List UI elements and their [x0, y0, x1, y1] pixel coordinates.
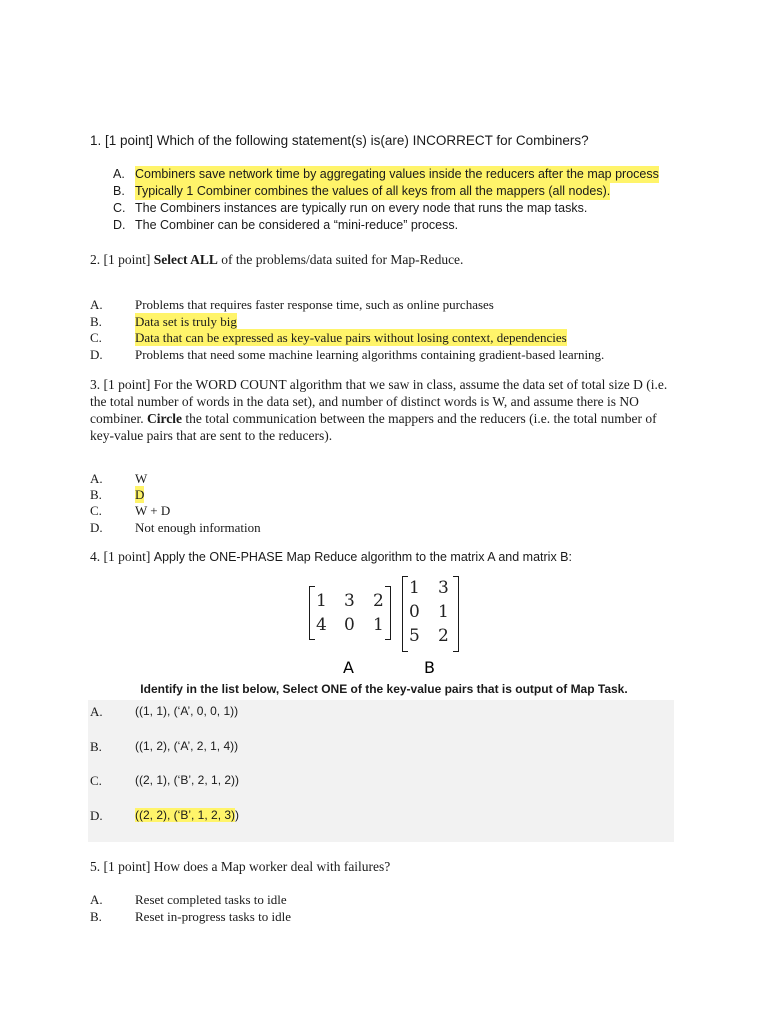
matrix-b-cell: 3 — [438, 578, 449, 598]
matrix-b-cell: 5 — [409, 626, 420, 646]
question-5: 5. [1 point] How does a Map worker deal with failures? — [90, 859, 391, 874]
matrix-b-cell: 1 — [409, 578, 420, 598]
q5-option-a-letter: A. — [90, 892, 103, 907]
q1-option-b-text: Typically 1 Combiner combines the values of all keys from all the mappers (all nodes). — [135, 184, 611, 198]
matrix-a-cell: 0 — [344, 615, 355, 635]
q4-option-c-text: ((2, 1), (‘B’, 2, 1, 2)) — [135, 773, 240, 787]
q2-option-c-letter: C. — [90, 330, 102, 345]
q2-option-b-text: Data set is truly big — [135, 314, 237, 329]
q4-option-a-letter: A. — [90, 704, 103, 719]
matrix-b-label: B — [424, 658, 435, 677]
matrix-a-cell: 3 — [344, 591, 355, 611]
matrix-a-cell: 1 — [316, 591, 327, 611]
q3-part2: the total communication between the mappers and the reducers (i.e. the total number of key-value pairs that are sent to the reducers). — [90, 411, 657, 443]
q3-option-c-letter: C. — [90, 503, 102, 518]
q4-text: Apply the ONE-PHASE Map Reduce algorithm to the matrix A and matrix B: — [153, 550, 572, 564]
matrix-a-label: A — [343, 658, 354, 677]
matrix-a-cell: 4 — [316, 615, 327, 635]
question-3 — [90, 376, 680, 444]
q4-option-c-letter: C. — [90, 773, 102, 788]
q3-option-a-text: W — [135, 471, 148, 486]
matrix-figure — [305, 572, 465, 682]
question-2 — [90, 251, 463, 268]
matrix-a-cell: 2 — [373, 591, 384, 611]
q1-option-c-text: The Combiners instances are typically run on every node that runs the map tasks. — [135, 201, 588, 215]
q4-option-d-tail: ) — [235, 808, 240, 822]
q1-option-a-text: Combiners save network time by aggregating values inside the reducers after the map process — [135, 167, 659, 181]
q1-option-b-letter: B. — [113, 184, 125, 198]
q2-option-a-text: Problems that requires faster response time, such as online purchases — [135, 297, 494, 312]
matrix-b-cell: 2 — [438, 626, 449, 646]
q3-option-d-text: Not enough information — [135, 520, 261, 535]
matrix-b-cell: 0 — [409, 602, 420, 622]
q2-prefix: 2. [1 point] — [90, 252, 154, 267]
q5-option-b-letter: B. — [90, 909, 102, 924]
q4-option-a-text: ((1, 1), (‘A’, 0, 0, 1)) — [135, 704, 239, 718]
q2-bold: Select ALL — [153, 252, 218, 267]
question-1: 1. [1 point] Which of the following statement(s) is(are) INCORRECT for Combiners? — [90, 133, 589, 148]
q1-option-d-letter: D. — [113, 218, 126, 232]
q4-option-d-text: ((2, 2), (‘B’, 1, 2, 3) — [135, 808, 236, 822]
q2-option-d-letter: D. — [90, 347, 103, 362]
q3-option-b-text: D — [135, 487, 145, 502]
q2-option-a-letter: A. — [90, 297, 103, 312]
q3-option-c-text: W + D — [135, 503, 171, 518]
q3-option-b-letter: B. — [90, 487, 102, 502]
matrix-b-right-bracket — [453, 576, 459, 652]
q2-option-d-text: Problems that need some machine learning algorithms containing gradient-based learning. — [135, 347, 605, 362]
q2-option-c-text: Data that can be expressed as key-value pairs without losing context, dependencies — [135, 330, 567, 345]
q4-option-b-text: ((1, 2), (‘A’, 2, 1, 4)) — [135, 739, 239, 753]
q4-option-b-letter: B. — [90, 739, 102, 754]
q4-option-d-letter: D. — [90, 808, 103, 823]
matrix-a-cell: 1 — [373, 615, 384, 635]
q4-identify-instruction: Identify in the list below, Select ONE of the key-value pairs that is output of Map Task. — [140, 682, 628, 696]
q4-prefix: 4. [1 point] — [90, 549, 154, 564]
q3-option-d-letter: D. — [90, 520, 103, 535]
q3-bold: Circle — [147, 411, 182, 426]
matrix-a-left-bracket — [309, 586, 315, 640]
q3-option-a-letter: A. — [90, 471, 103, 486]
matrix-b-left-bracket — [402, 576, 408, 652]
q1-option-d-text: The Combiner can be considered a “mini-reduce” process. — [135, 218, 459, 232]
matrix-b-cell: 1 — [438, 602, 449, 622]
q5-option-a-text: Reset completed tasks to idle — [135, 892, 287, 907]
q2-suffix: of the problems/data suited for Map-Reduce. — [217, 252, 464, 267]
matrix-a-right-bracket — [385, 586, 391, 640]
question-4 — [90, 548, 572, 566]
q1-option-c-letter: C. — [113, 201, 126, 215]
q3-part1: 3. [1 point] For the WORD COUNT algorithm that we saw in class, assume the data set of total size D (i.e. the total number of words in the data set), and number of distinct words is W, and assume there is NO combiner. — [90, 377, 668, 426]
q2-option-b-letter: B. — [90, 314, 102, 329]
q1-option-a-letter: A. — [113, 167, 125, 181]
q5-option-b-text: Reset in-progress tasks to idle — [135, 909, 291, 924]
